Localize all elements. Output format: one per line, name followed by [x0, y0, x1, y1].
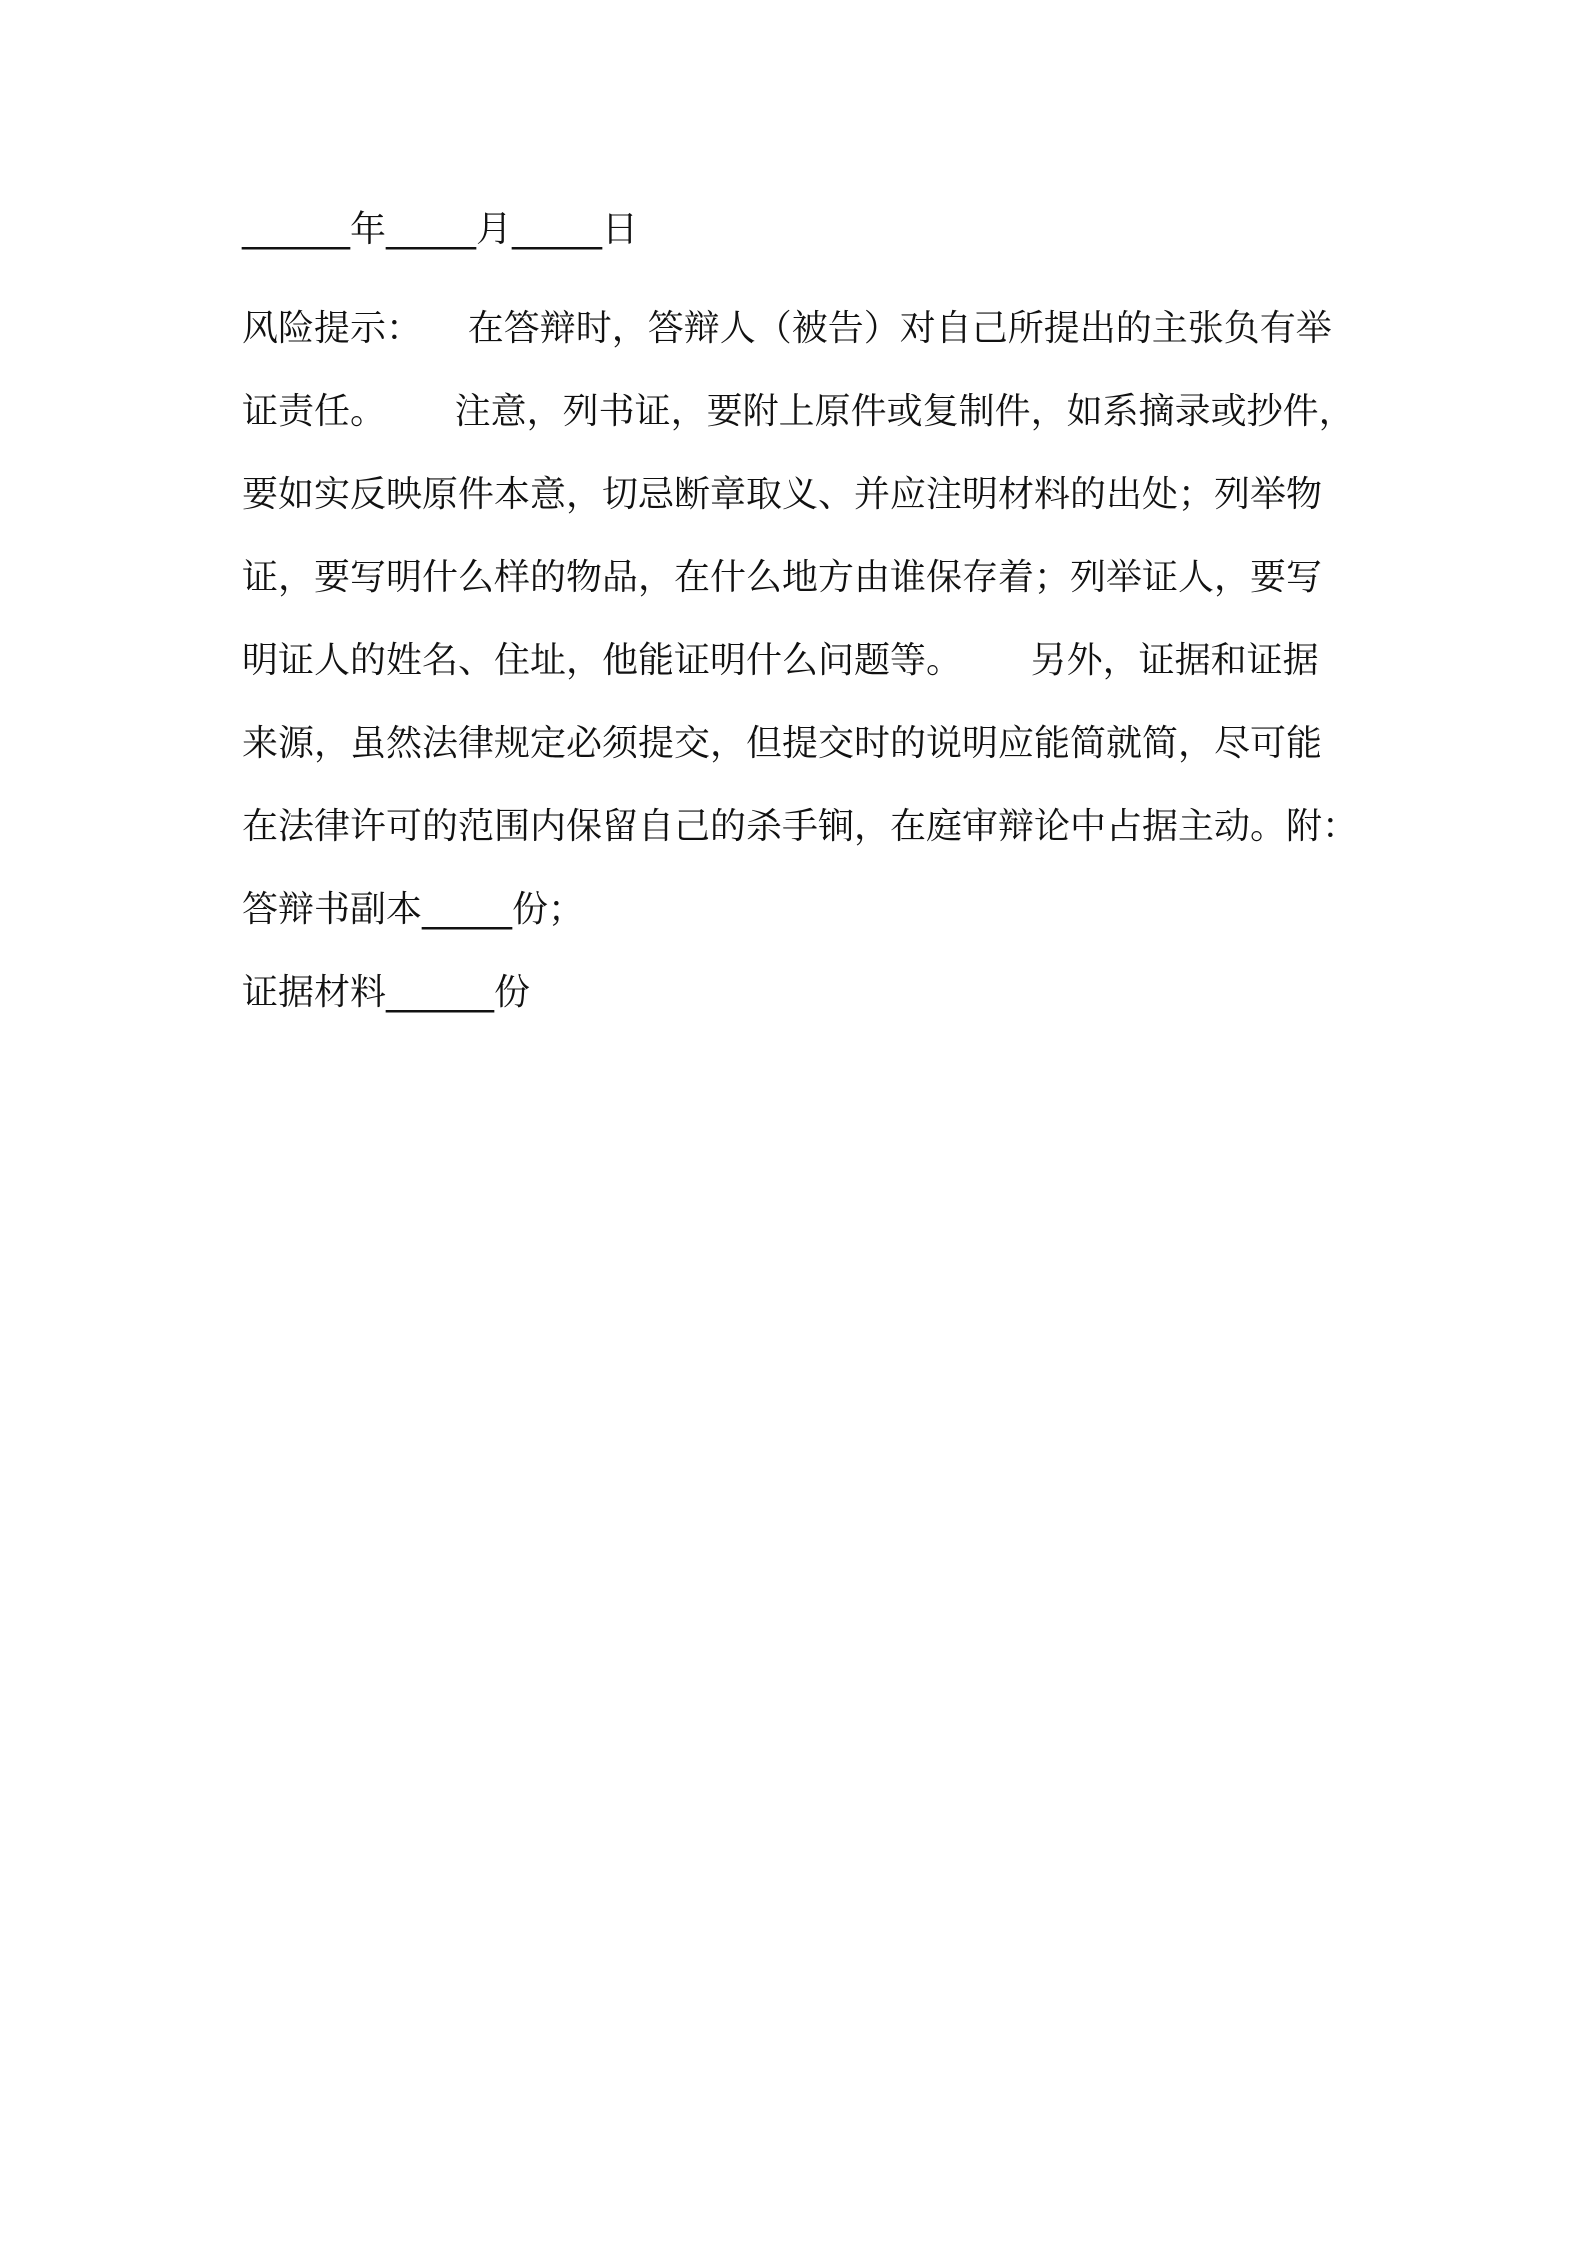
risk-line-3: 要如实反映原件本意，切忌断章取义、并应注明材料的出处；列举物 [242, 474, 1323, 515]
risk-line-4: 证，要写明什么样的物品，在什么地方由谁保存着；列举证人，要写 [242, 557, 1323, 598]
date-line: ______年_____月_____日 [242, 209, 638, 250]
risk-line-1: 风险提示： 在答辩时，答辩人（被告）对自己所提出的主张负有举 [242, 308, 1332, 349]
risk-line-6: 来源，虽然法律规定必须提交，但提交时的说明应能简就简，尽可能 [242, 723, 1323, 764]
risk-line-7: 在法律许可的范围内保留自己的杀手锏，在庭审辩论中占据主动。附： [242, 806, 1359, 847]
risk-line-2: 证责任。 注意，列书证，要附上原件或复制件，如系摘录或抄件， [242, 391, 1355, 432]
risk-line-5: 明证人的姓名、住址，他能证明什么问题等。 另外，证据和证据 [242, 640, 1319, 681]
attachment-evidence: 证据材料______份 [242, 972, 531, 1013]
attachment-defense-copy: 答辩书副本_____份； [242, 889, 585, 930]
risk-notice-block [242, 287, 1372, 1034]
